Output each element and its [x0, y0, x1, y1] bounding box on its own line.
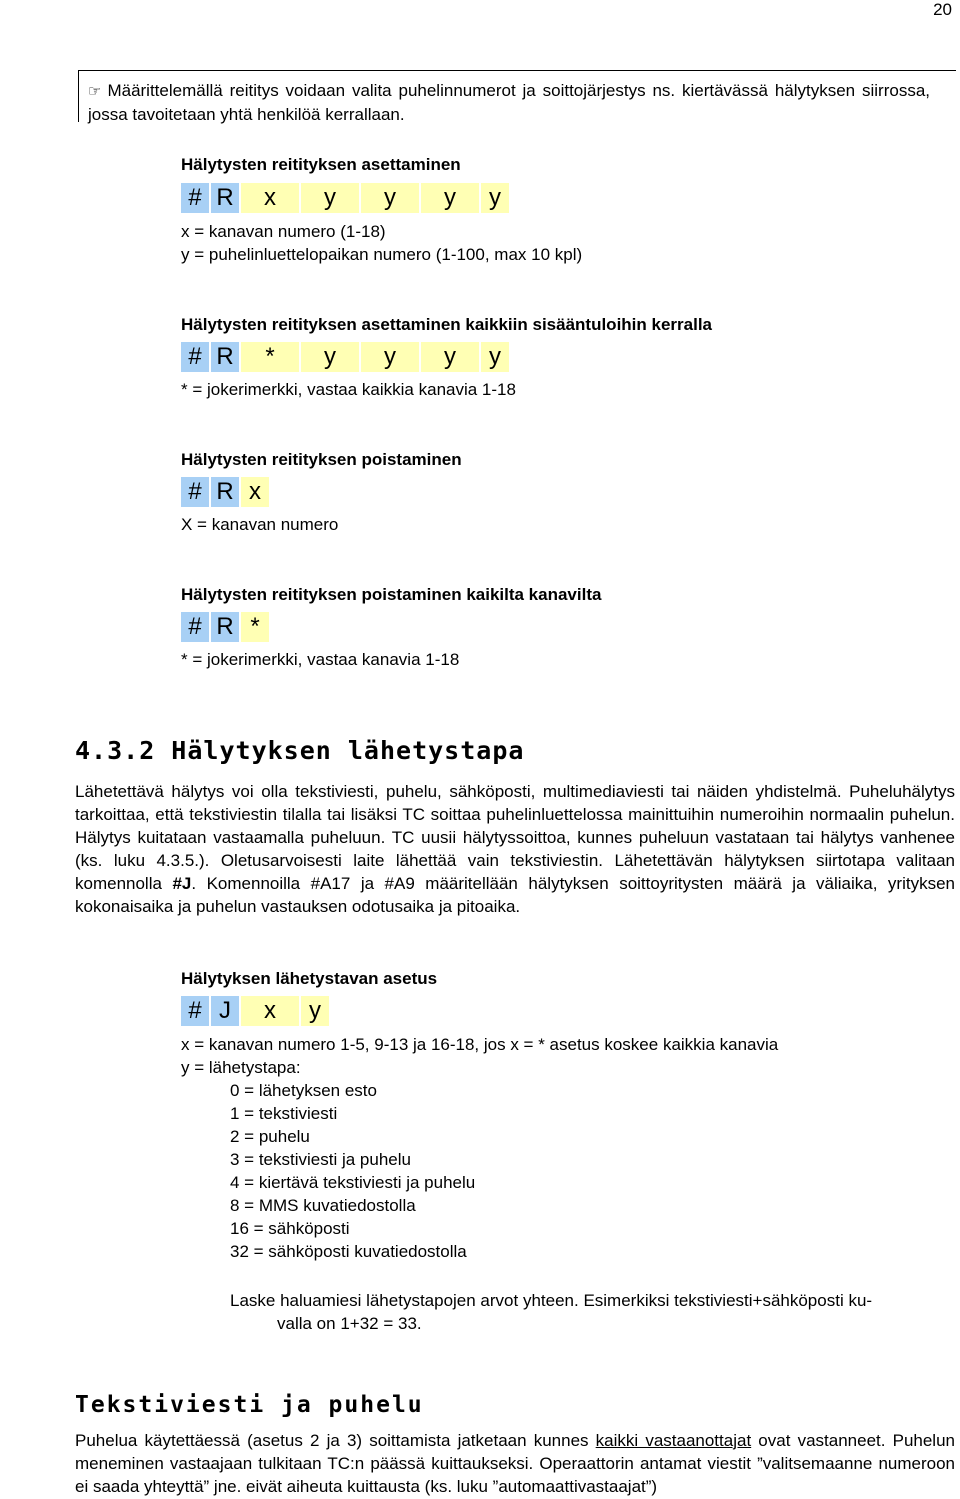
key-y: y: [361, 183, 419, 213]
key-hash: #: [181, 996, 209, 1026]
key-r: R: [211, 183, 239, 213]
key-hash: #: [181, 342, 209, 372]
key-star: *: [241, 612, 269, 642]
send-method-line-y: y = lähetystapa:: [181, 1058, 301, 1077]
key-x: x: [241, 183, 299, 213]
key-j: J: [211, 996, 239, 1026]
key-r: R: [211, 477, 239, 507]
routing-remove-heading: Hälytysten reitityksen poistaminen: [181, 450, 462, 469]
routing-set-line-x: x = kanavan numero (1-18): [181, 222, 386, 241]
note-text: ☞ Määrittelemällä reititys voidaan valita puhelinnumerot ja soittojärjestys ns. kiertävässä hälytyksen siirrossa, jossa tavoitetaan yhtä henkilöä kerrallaan.: [88, 81, 930, 124]
list-item: 0 = lähetyksen esto: [230, 1081, 377, 1100]
routing-remove-all-line: * = jokerimerkki, vastaa kanavia 1-18: [181, 650, 460, 669]
routing-remove-all-keys: [181, 612, 271, 642]
routing-set-heading: Hälytysten reitityksen asettaminen: [181, 155, 461, 174]
key-hash: #: [181, 183, 209, 213]
list-item: 1 = tekstiviesti: [230, 1104, 338, 1123]
key-x: x: [241, 477, 269, 507]
routing-all-line: * = jokerimerkki, vastaa kaikkia kanavia 1-18: [181, 380, 516, 399]
send-method-heading: Hälytyksen lähetystavan asetus: [181, 969, 438, 988]
key-y: y: [481, 183, 509, 213]
key-r: R: [211, 342, 239, 372]
key-y: y: [301, 183, 359, 213]
section-paragraph: Lähetettävä hälytys voi olla tekstiviesti, puhelu, sähköposti, multimediaviesti tai näiden yhdistelmä. Puheluhälytys tarkoittaa, että tekstiviestin tilalla tai lisäksi TC soittaa puhelinluettelossa mainittuihin numeroihin normaalin puhelun. Hälytys kuitataan vastaamalla puheluun. TC uusii hälytyssoittoa, kunnes puheluun vastataan tai hälytys vanhenee (ks. luku 4.3.5.). Oletusarvoisesti laite lähettää vain tekstiviestin. Lähetettävän hälytyksen siirtotapa valitaan komennolla #J. Komennoilla #A17 ja #A9 määritellään hälytyksen soittoyritysten määrä ja väliaika, yrityksen kokonaisaika ja puhelun vastauksen odotusaika ja pitoaika.: [75, 782, 955, 916]
send-method-line-x: x = kanavan numero 1-5, 9-13 ja 16-18, jos x = * asetus koskee kaikkia kanavia: [181, 1035, 779, 1054]
key-y: y: [421, 342, 479, 372]
routing-all-keys: [181, 342, 511, 372]
section2-title: Tekstiviesti ja puhelu: [75, 1392, 424, 1418]
routing-remove-line: X = kanavan numero: [181, 515, 339, 534]
key-star: *: [241, 342, 299, 372]
section-title: 4.3.2 Hälytyksen lähetystapa: [75, 736, 525, 765]
list-item: 2 = puhelu: [230, 1127, 310, 1146]
routing-remove-keys: [181, 477, 271, 507]
routing-all-heading: Hälytysten reitityksen asettaminen kaikkiin sisääntuloihin kerralla: [181, 315, 713, 334]
page-number: 20: [933, 0, 952, 19]
key-hash: #: [181, 612, 209, 642]
key-hash: #: [181, 477, 209, 507]
send-method-options: [230, 1079, 475, 1263]
key-y: y: [301, 996, 329, 1026]
list-item: 4 = kiertävä tekstiviesti ja puhelu: [230, 1173, 476, 1192]
key-r: R: [211, 612, 239, 642]
routing-set-keys: [181, 183, 511, 213]
send-method-keys: [181, 996, 331, 1026]
list-item: 3 = tekstiviesti ja puhelu: [230, 1150, 411, 1169]
key-y: y: [361, 342, 419, 372]
key-y: y: [481, 342, 509, 372]
list-item: 32 = sähköposti kuvatiedostolla: [230, 1242, 467, 1261]
list-item: 8 = MMS kuvatiedostolla: [230, 1196, 416, 1215]
key-y: y: [301, 342, 359, 372]
pointing-hand-icon: ☞: [88, 82, 102, 100]
sum-instruction-line2: valla on 1+32 = 33.: [277, 1314, 422, 1333]
routing-set-line-y: y = puhelinluettelopaikan numero (1-100, max 10 kpl): [181, 245, 583, 264]
sum-instruction-line1: Laske haluamiesi lähetystapojen arvot yhteen. Esimerkiksi tekstiviesti+sähköposti ku-: [230, 1291, 873, 1310]
routing-remove-all-heading: Hälytysten reitityksen poistaminen kaikilta kanavilta: [181, 585, 602, 604]
key-x: x: [241, 996, 299, 1026]
list-item: 16 = sähköposti: [230, 1219, 350, 1238]
section2-paragraph: Puhelua käytettäessä (asetus 2 ja 3) soittamista jatketaan kunnes kaikki vastaanottajat ovat vastanneet. Puhelun meneminen vastaajaan tulkitaan TC:n päässä kuittaukseksi. Operaattorin antamat viestit ”valitsemaanne numeroon ei saada yhteyttä” jne. eivät aiheuta kuittausta (ks. luku ”automaattivastaajat”): [75, 1431, 955, 1496]
key-y: y: [421, 183, 479, 213]
